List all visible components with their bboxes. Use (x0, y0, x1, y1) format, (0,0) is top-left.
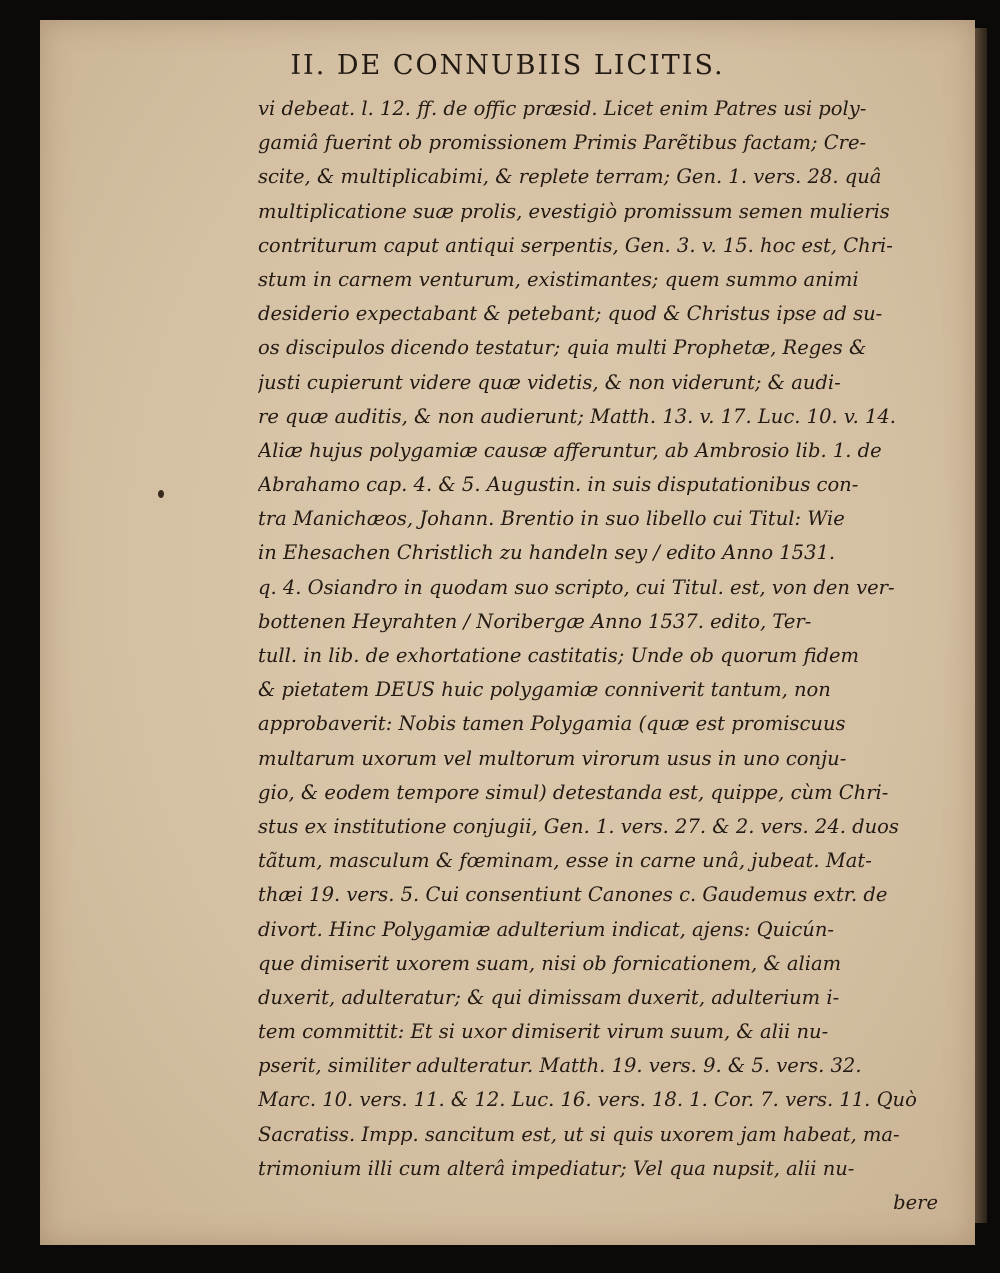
text-line: os discipulos dicendo testatur; quia multi Prophetæ, Reges & (258, 336, 867, 360)
text-line: Abrahamo cap. 4. & 5. Augustin. in suis disputationibus con- (258, 473, 859, 497)
text-line: tem committit: Et si uxor dimiserit virum suum, & alii nu- (258, 1020, 829, 1044)
text-line: desiderio expectabant & petebant; quod & Christus ipse ad su- (258, 302, 883, 326)
text-line: justi cupierunt videre quæ videtis, & non viderunt; & audi- (258, 370, 841, 394)
catchword: bere (893, 1191, 938, 1214)
text-line: tãtum, masculum & fœminam, esse in carne unâ, jubeat. Mat- (258, 849, 872, 873)
text-line: pserit, similiter adulteratur. Matth. 19. vers. 9. & 5. vers. 32. (258, 1054, 862, 1078)
text-line: vi debeat. l. 12. ff. de offic præsid. Licet enim Patres usi poly- (258, 97, 867, 120)
book-page (40, 20, 975, 1245)
text-line: & pietatem DEUS huic polygamiæ conniverit tantum, non (258, 678, 831, 702)
text-line: thæi 19. vers. 5. Cui consentiunt Canones c. Gaudemus extr. de (258, 883, 888, 907)
text-line: gio, & eodem tempore simul) detestanda est, quippe, cùm Chri- (258, 780, 889, 804)
text-line: contriturum caput antiqui serpentis, Gen. 3. v. 15. hoc est, Chri- (258, 233, 893, 257)
text-line: tra Manichæos, Johann. Brentio in suo libello cui Titul: Wie (258, 507, 845, 531)
text-line: Sacratiss. Impp. sancitum est, ut si quis uxorem jam habeat, ma- (258, 1122, 900, 1146)
text-line: stus ex institutione conjugii, Gen. 1. vers. 27. & 2. vers. 24. duos (258, 814, 899, 838)
text-line: que dimiserit uxorem suam, nisi ob fornicationem, & aliam (258, 951, 842, 975)
text-line: gamiâ fuerint ob promissionem Primis Parẽtibus factam; Cre- (258, 131, 867, 155)
text-line: re quæ auditis, & non audierunt; Matth. 13. v. 17. Luc. 10. v. 14. (258, 404, 896, 428)
running-head: II. DE CONNUBIIS LICITIS. (290, 50, 725, 81)
text-line: divort. Hinc Polygamiæ adulterium indicat, ajens: Quicún- (258, 917, 834, 941)
text-line: duxerit, adulteratur; & qui dimissam duxerit, adulterium i- (258, 985, 840, 1009)
body-text (258, 92, 938, 1220)
text-line: Marc. 10. vers. 11. & 12. Luc. 16. vers. 18. 1. Cor. 7. vers. 11. Quò (258, 1088, 917, 1112)
text-line: approbaverit: Nobis tamen Polygamia (quæ est promiscuus (258, 712, 846, 736)
text-line: tull. in lib. de exhortatione castitatis; Unde ob quorum fidem (258, 644, 860, 667)
text-line: q. 4. Osiandro in quodam suo scripto, cui Titul. est, von den ver- (258, 575, 895, 599)
text-line: multiplicatione suæ prolis, evestigiò promissum semen mulieris (258, 199, 890, 223)
text-line: stum in carnem venturum, existimantes; quem summo animi (258, 267, 859, 291)
text-line: multarum uxorum vel multorum virorum usus in uno conju- (258, 746, 847, 770)
text-line: scite, & multiplicabimi, & replete terram; Gen. 1. vers. 28. quâ (258, 165, 882, 189)
text-line: in Ehesachen Christlich zu handeln sey / edito Anno 1531. (258, 541, 836, 565)
text-line: Aliæ hujus polygamiæ causæ afferuntur, ab Ambrosio lib. 1. de (258, 438, 882, 462)
page-edge (975, 28, 987, 1223)
text-line: trimonium illi cum alterâ impediatur; Vel qua nupsit, alii nu- (258, 1156, 855, 1180)
text-line: bottenen Heyrahten / Noribergæ Anno 1537. edito, Ter- (258, 609, 812, 633)
ink-blot (158, 490, 164, 498)
